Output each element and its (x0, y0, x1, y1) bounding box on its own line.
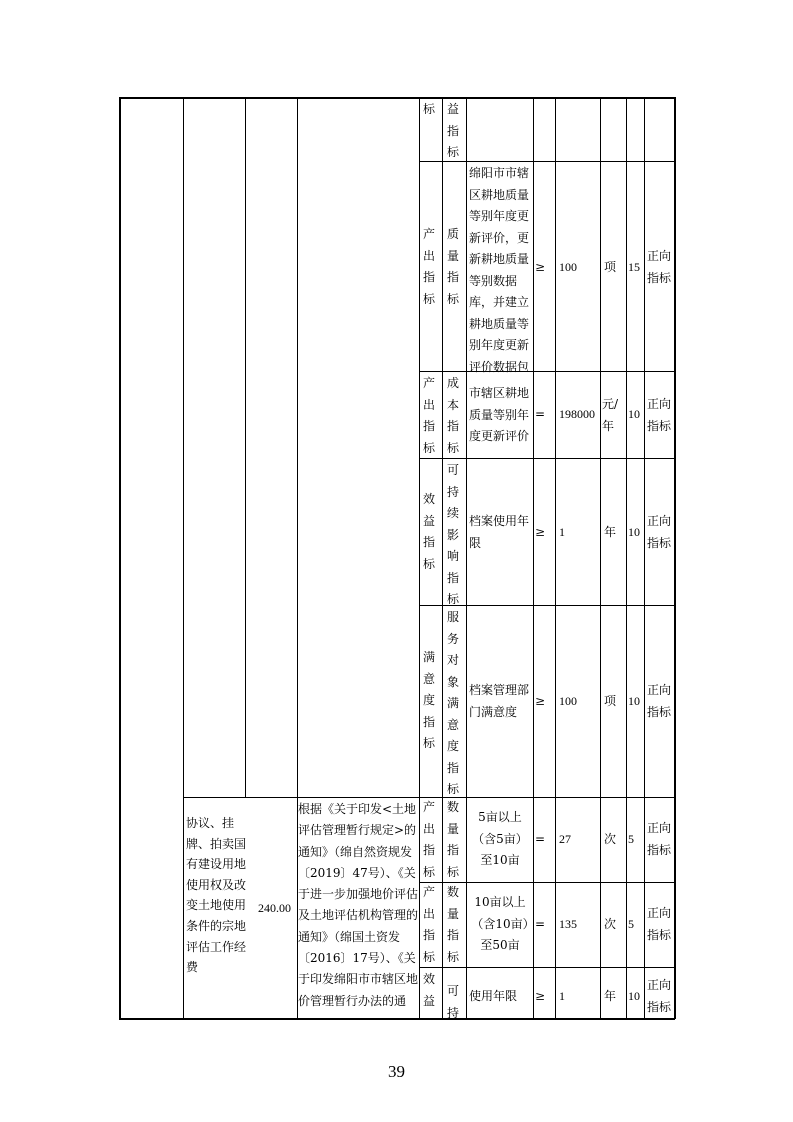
direction: 正向指标 (647, 683, 672, 719)
table-left-border (119, 97, 121, 1019)
indicator-content: 绵阳市市辖区耕地质量等别年度更新评价，更新耕地质量等别数据库，并建立耕地质量等别年度更新评价数据包 (469, 166, 530, 374)
col-line-9 (600, 97, 601, 1019)
indicator-content: 使用年限 (469, 989, 518, 1003)
unit: 次 (604, 832, 617, 846)
project-amount: 240.00 (258, 901, 291, 915)
operator: ≥ (535, 525, 546, 539)
level2-indicator: 可持续影响指标 (447, 463, 459, 606)
level1-indicator: 产出指标 (423, 376, 435, 455)
indicator-content: 5亩以上（含5亩）至10亩 (472, 810, 528, 867)
level2-indicator: 服务对象满意度指标 (447, 610, 459, 796)
indicator-value: 198000 (559, 407, 595, 421)
col-line-5 (442, 97, 443, 1019)
level1-indicator: 满意度指标 (423, 650, 435, 750)
col-line-1 (183, 97, 184, 1019)
weight: 10 (628, 989, 640, 1003)
table-right-border (674, 97, 676, 1019)
direction: 正向指标 (647, 821, 672, 857)
level2-indicator: 成本指标 (447, 376, 459, 455)
direction: 正向指标 (647, 978, 672, 1014)
operator: = (535, 407, 546, 421)
level1-indicator: 标 (423, 102, 435, 116)
weight: 10 (628, 694, 640, 708)
level1-indicator: 产出指标 (423, 885, 435, 964)
project-name: 协议、挂牌、拍卖国有建设用地使用权及改变土地使用条件的宗地评估工作经费 (186, 816, 246, 975)
operator: = (535, 917, 546, 931)
weight: 10 (628, 407, 640, 421)
indicator-content: 10亩以上（含10亩）至50亩 (471, 895, 529, 952)
direction: 正向指标 (647, 397, 672, 433)
level1-indicator: 产出指标 (423, 227, 435, 306)
table-top-border (119, 97, 675, 99)
level1-indicator: 产出指标 (423, 800, 435, 879)
indicator-value: 1 (559, 989, 565, 1003)
indicator-value: 135 (559, 917, 577, 931)
level2-indicator: 益指标 (447, 102, 459, 159)
project-basis: 根据《关于印发<土地评估管理暂行规定>的通知》（绵自然资规发〔2019〕47号）、《关于进一步加强地价评估及土地评估机构管理的通知》（绵国土资发〔2016〕17号）、《关于印发绵阳市市辖区地价管理暂行办法的通 (298, 802, 419, 1008)
indicator-content: 档案管理部门满意度 (469, 683, 530, 719)
indicator-value: 100 (559, 260, 577, 274)
level1-indicator: 效益指标 (423, 492, 435, 571)
weight: 15 (628, 260, 640, 274)
level2-indicator: 可持 (447, 984, 459, 1020)
indicator-value: 100 (559, 694, 577, 708)
direction: 正向指标 (647, 906, 672, 942)
row-line-2 (419, 371, 675, 372)
unit: 项 (604, 260, 617, 274)
level2-indicator: 质量指标 (447, 227, 459, 306)
indicator-content: 档案使用年限 (469, 514, 530, 550)
weight: 5 (628, 832, 634, 846)
col-line-4 (419, 97, 420, 1019)
indicator-value: 27 (559, 832, 571, 846)
operator: ≥ (535, 260, 546, 274)
unit: 年 (604, 989, 617, 1003)
unit: 次 (604, 917, 617, 931)
page-number: 39 (388, 1062, 405, 1081)
level1-indicator: 效益 (423, 972, 435, 1008)
weight: 10 (628, 525, 640, 539)
indicator-content: 市辖区耕地质量等别年度更新评价 (469, 386, 530, 443)
direction: 正向指标 (647, 249, 672, 285)
col-line-8 (555, 97, 556, 1019)
level2-indicator: 数量指标 (447, 885, 459, 964)
unit: 元/年 (602, 397, 619, 433)
col-line-2 (245, 97, 246, 797)
weight: 5 (628, 917, 634, 931)
col-line-11 (644, 97, 645, 1019)
direction: 正向指标 (647, 514, 672, 550)
col-line-6 (466, 97, 467, 1019)
col-line-7 (533, 97, 534, 1019)
table-bottom-border (119, 1018, 675, 1020)
unit: 年 (604, 525, 617, 539)
operator: ≥ (535, 694, 546, 708)
unit: 项 (604, 694, 617, 708)
indicator-value: 1 (559, 525, 565, 539)
col-line-10 (626, 97, 627, 1019)
level2-indicator: 数量指标 (447, 800, 459, 879)
operator: ≥ (535, 989, 546, 1003)
operator: = (535, 832, 546, 846)
